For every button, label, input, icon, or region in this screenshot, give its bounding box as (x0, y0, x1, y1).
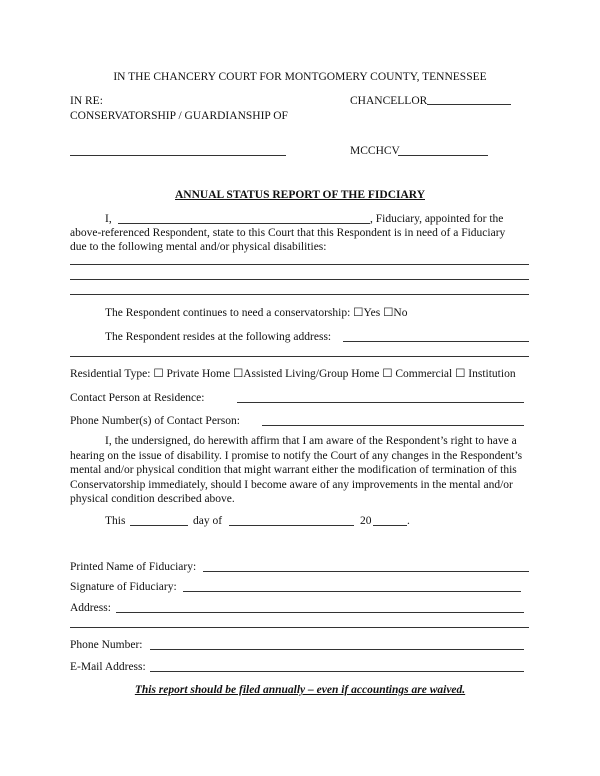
intro-line2: above-referenced Respondent, state to this Court that this Respondent is in need of a Fiduciary (70, 227, 506, 239)
date-year-prefix: 20 (360, 515, 372, 527)
court-heading: IN THE CHANCERY COURT FOR MONTGOMERY COUNTY, TENNESSEE (113, 71, 487, 83)
residential-type-label: Residential Type: (70, 368, 151, 380)
chancellor-line[interactable] (427, 104, 511, 105)
intro-i: I, (105, 213, 112, 225)
checkbox-no[interactable]: ☐ (383, 307, 394, 319)
fiduciary-address-label: Address: (70, 602, 111, 614)
address-line-2[interactable] (70, 356, 529, 357)
date-end: . (407, 515, 410, 527)
intro-rest: , Fiduciary, appointed for the (370, 213, 504, 225)
checkbox-yes[interactable]: ☐ (353, 307, 364, 319)
address-label: The Respondent resides at the following address: (105, 331, 332, 343)
page-title: ANNUAL STATUS REPORT OF THE FIDCIARY (175, 189, 425, 201)
in-re-label: IN RE: (70, 95, 103, 107)
label-no: No (393, 307, 408, 319)
signature-label: Signature of Fiduciary: (70, 581, 177, 593)
printed-name-label: Printed Name of Fiduciary: (70, 561, 197, 573)
date-year-line[interactable] (373, 525, 407, 526)
fiduciary-address-line-2[interactable] (70, 627, 529, 628)
checkbox-institution[interactable]: ☐ (455, 368, 466, 380)
chancellor-label: CHANCELLOR (350, 95, 428, 107)
disability-line-2[interactable] (70, 279, 529, 280)
contact-phone-label: Phone Number(s) of Contact Person: (70, 415, 240, 427)
date-day-of: day of (193, 515, 223, 527)
fiduciary-name-line[interactable] (118, 223, 370, 224)
docket-prefix-label: MCCHCV (350, 145, 400, 157)
option-assisted-living: Assisted Living/Group Home (243, 368, 380, 380)
checkbox-assisted-living[interactable]: ☐ (232, 368, 244, 380)
contact-person-line[interactable] (237, 402, 524, 403)
respondent-name-line[interactable] (70, 155, 286, 156)
fiduciary-email-line[interactable] (150, 671, 524, 672)
fiduciary-email-label: E-Mail Address: (70, 661, 146, 673)
checkbox-commercial[interactable]: ☐ (382, 368, 393, 380)
contact-person-label: Contact Person at Residence: (70, 392, 205, 404)
address-line-1[interactable] (343, 341, 529, 342)
fiduciary-phone-label: Phone Number: (70, 639, 143, 651)
docket-number-line[interactable] (398, 155, 488, 156)
date-month-line[interactable] (229, 525, 354, 526)
date-day-line[interactable] (130, 525, 188, 526)
printed-name-line[interactable] (203, 571, 529, 572)
conservatorship-question-row (105, 306, 407, 320)
option-commercial: Commercial (395, 368, 453, 380)
contact-phone-line[interactable] (262, 425, 524, 426)
residential-type-row (70, 367, 516, 381)
affirmation-paragraph: I, the undersigned, do herewith affirm that I am aware of the Respondent’s right to have a hearing on the issue of disability. I promise to notify the Court of any changes in the Respondent’s mental and/or physical condition that might warrant either the modification of termination of this Conservatorship immediately, should I become aware of any improvements in the mental and/or physical condition described above. (70, 435, 523, 505)
intro-line3: due to the following mental and/or physical disabilities: (70, 241, 327, 253)
disability-line-3[interactable] (70, 294, 529, 295)
fiduciary-phone-line[interactable] (150, 649, 524, 650)
checkbox-private-home[interactable]: ☐ (153, 368, 164, 380)
date-this: This (105, 515, 126, 527)
signature-line[interactable] (183, 591, 521, 592)
fiduciary-address-line-1[interactable] (116, 612, 524, 613)
label-yes: Yes (363, 307, 381, 319)
disability-line-1[interactable] (70, 264, 529, 265)
option-institution: Institution (468, 368, 516, 380)
conservatorship-question: The Respondent continues to need a conservatorship: (105, 307, 351, 319)
option-private-home: Private Home (166, 368, 231, 380)
case-type-label: CONSERVATORSHIP / GUARDIANSHIP OF (70, 110, 288, 122)
footer-note: This report should be filed annually – even if accountings are waived. (134, 684, 466, 696)
